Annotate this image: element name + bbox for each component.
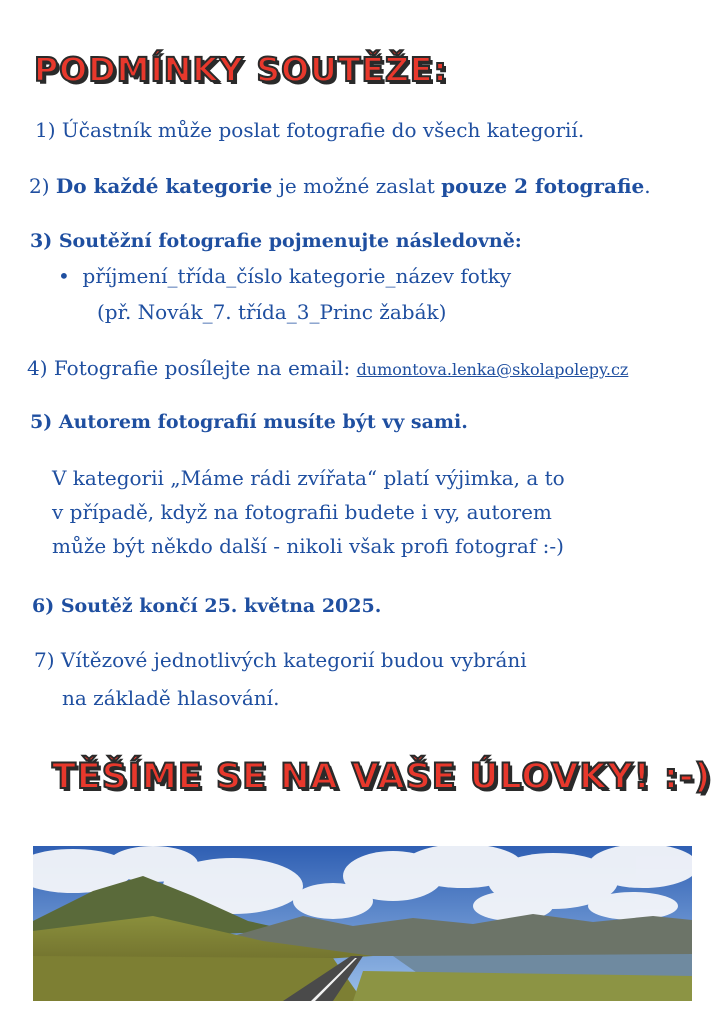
rule-3-heading: 3) Soutěžní fotografie pojmenujte následovně: xyxy=(30,230,522,252)
rule-4-text: 4) Fotografie posílejte na email: xyxy=(27,356,351,380)
rule-5-note-line-2: v případě, když na fotografii budete i vy, autorem xyxy=(52,500,552,524)
rule-2-end: . xyxy=(644,174,651,198)
rule-5-note xyxy=(52,461,565,563)
rule-6: 6) Soutěž končí 25. května 2025. xyxy=(32,595,382,617)
rule-2 xyxy=(29,172,651,200)
rule-7-line-1: 7) Vítězové jednotlivých kategorií budou vybráni xyxy=(34,648,527,672)
rule-2-number: 2) xyxy=(29,174,50,198)
rule-3-example: (př. Novák_7. třída_3_Princ žabák) xyxy=(97,300,447,324)
page-title: PODMÍNKY SOUTĚŽE: xyxy=(34,50,448,89)
rule-5-note-line-1: V kategorii „Máme rádi zvířata“ platí výjimka, a to xyxy=(52,466,565,490)
rule-3-format xyxy=(58,262,511,290)
rule-7-line-2: na základě hlasování. xyxy=(62,686,280,710)
rule-5-note-line-3: může být někdo další - nikoli však profi fotograf :-) xyxy=(52,534,564,558)
rule-2-bold-each-category: Do každé kategorie xyxy=(55,174,273,198)
rule-2-bold-two-photos: pouze 2 fotografie xyxy=(441,174,645,198)
landscape-photo xyxy=(33,846,692,1001)
rule-5-heading: 5) Autorem fotografií musíte být vy sami. xyxy=(30,411,468,433)
closing-headline: TĚŠÍME SE NA VAŠE ÚLOVKY! :-) xyxy=(52,757,712,797)
rule-4 xyxy=(27,354,628,384)
rule-2-middle: je možné zaslat xyxy=(278,174,435,198)
bullet-icon: • xyxy=(58,264,70,288)
email-link[interactable]: dumontova.lenka@skolapolepy.cz xyxy=(356,360,629,379)
rule-3-format-text: příjmení_třída_číslo kategorie_název fotky xyxy=(82,264,512,288)
rule-1: 1) Účastník může poslat fotografie do všech kategorií. xyxy=(35,118,585,142)
